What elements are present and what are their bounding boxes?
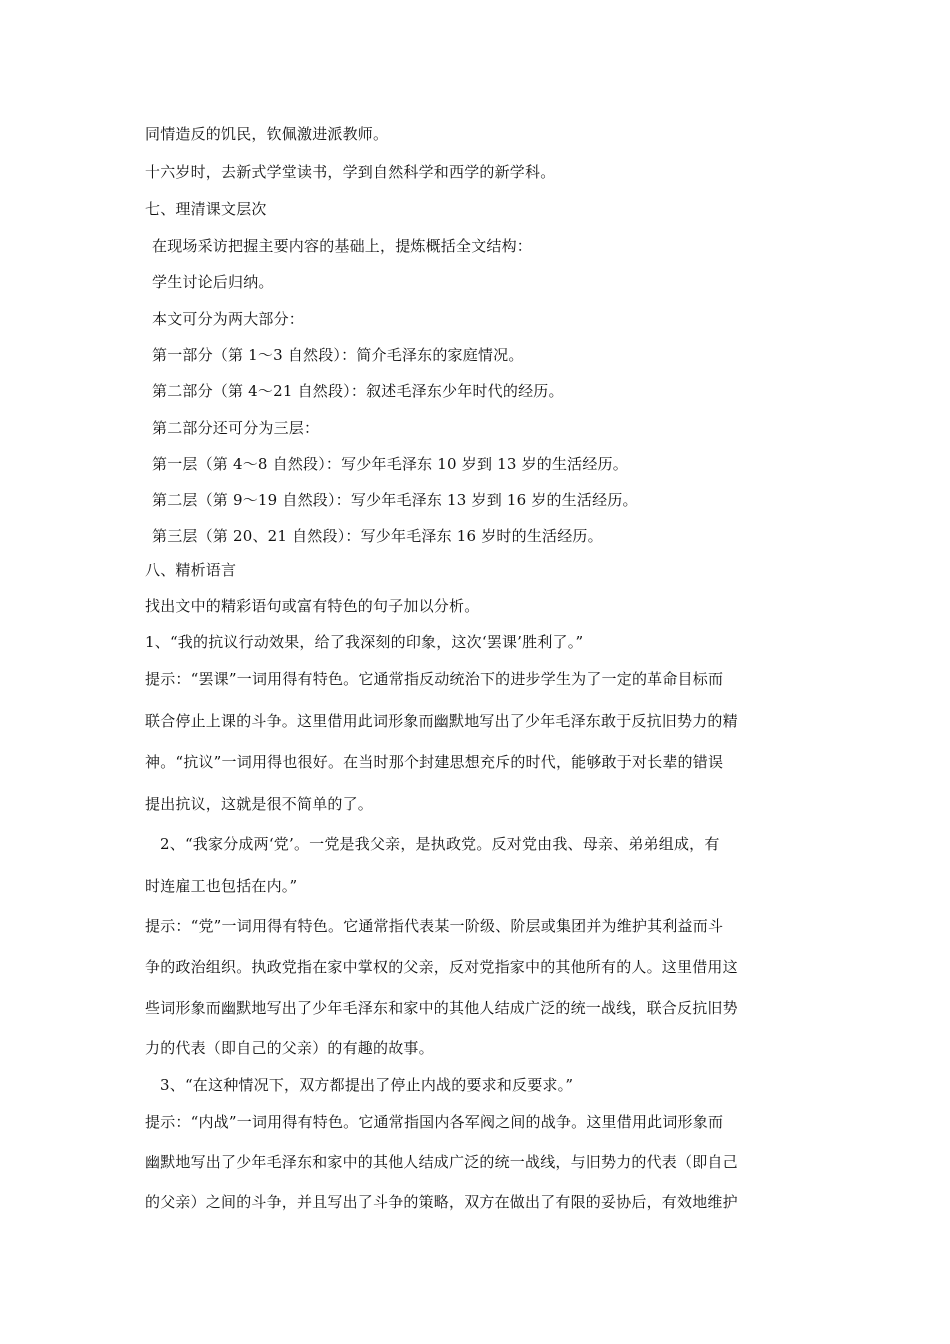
text-line: 本文可分为两大部分： bbox=[152, 310, 305, 328]
text-line: 学生讨论后归纳。 bbox=[152, 273, 274, 291]
text-line: 在现场采访把握主要内容的基础上，提炼概括全文结构： bbox=[152, 237, 533, 255]
section-heading: 七、理清课文层次 bbox=[145, 200, 267, 218]
text-line: 些词形象而幽默地写出了少年毛泽东和家中的其他人结成广泛的统一战线，联合反抗旧势 bbox=[145, 999, 738, 1017]
text-line: 联合停止上课的斗争。这里借用此词形象而幽默地写出了少年毛泽东敢于反抗旧势力的精 bbox=[145, 712, 738, 730]
text-line: 同情造反的饥民，钦佩激进派教师。 bbox=[145, 125, 389, 143]
text-line: 争的政治组织。执政党指在家中掌权的父亲，反对党指家中的其他所有的人。这里借用这 bbox=[145, 958, 738, 976]
text-line: 提示：“罢课”一词用得有特色。它通常指反动统治下的进步学生为了一定的革命目标而 bbox=[145, 670, 724, 688]
text-line: 神。“抗议”一词用得也很好。在当时那个封建思想充斥的时代，能够敢于对长辈的错误 bbox=[145, 753, 724, 771]
text-line: 第二部分（第 4～21 自然段）：叙述毛泽东少年时代的经历。 bbox=[152, 382, 564, 400]
text-line: 第二层（第 9～19 自然段）：写少年毛泽东 13 岁到 16 岁的生活经历。 bbox=[152, 491, 638, 509]
quote-line: 2、“我家分成两‘党’。一党是我父亲，是执政党。反对党由我、母亲、弟弟组成，有 bbox=[160, 835, 720, 853]
text-line: 第三层（第 20、21 自然段）：写少年毛泽东 16 岁时的生活经历。 bbox=[152, 527, 603, 545]
text-line: 第一层（第 4～8 自然段）：写少年毛泽东 10 岁到 13 岁的生活经历。 bbox=[152, 455, 628, 473]
text-line: 提示：“党”一词用得有特色。它通常指代表某一阶级、阶层或集团并为维护其利益而斗 bbox=[145, 917, 724, 935]
text-line: 时连雇工也包括在内。” bbox=[145, 877, 298, 895]
text-line: 提出抗议，这就是很不简单的了。 bbox=[145, 795, 374, 813]
text-line: 第二部分还可分为三层： bbox=[152, 419, 320, 437]
text-line: 找出文中的精彩语句或富有特色的句子加以分析。 bbox=[145, 597, 480, 615]
text-line: 第一部分（第 1～3 自然段）：简介毛泽东的家庭情况。 bbox=[152, 346, 524, 364]
text-line: 十六岁时，去新式学堂读书，学到自然科学和西学的新学科。 bbox=[145, 163, 556, 181]
quote-line: 1、“我的抗议行动效果，给了我深刻的印象，这次‘罢课’胜利了。” bbox=[145, 633, 584, 651]
text-line: 提示：“内战”一词用得有特色。它通常指国内各军阀之间的战争。这里借用此词形象而 bbox=[145, 1113, 724, 1131]
text-line: 幽默地写出了少年毛泽东和家中的其他人结成广泛的统一战线，与旧势力的代表（即自己 bbox=[145, 1153, 738, 1171]
section-heading: 八、精析语言 bbox=[145, 561, 237, 579]
text-line: 力的代表（即自己的父亲）的有趣的故事。 bbox=[145, 1039, 434, 1057]
quote-line: 3、“在这种情况下，双方都提出了停止内战的要求和反要求。” bbox=[160, 1076, 574, 1094]
text-line: 的父亲）之间的斗争，并且写出了斗争的策略，双方在做出了有限的妥协后，有效地维护 bbox=[145, 1193, 738, 1211]
